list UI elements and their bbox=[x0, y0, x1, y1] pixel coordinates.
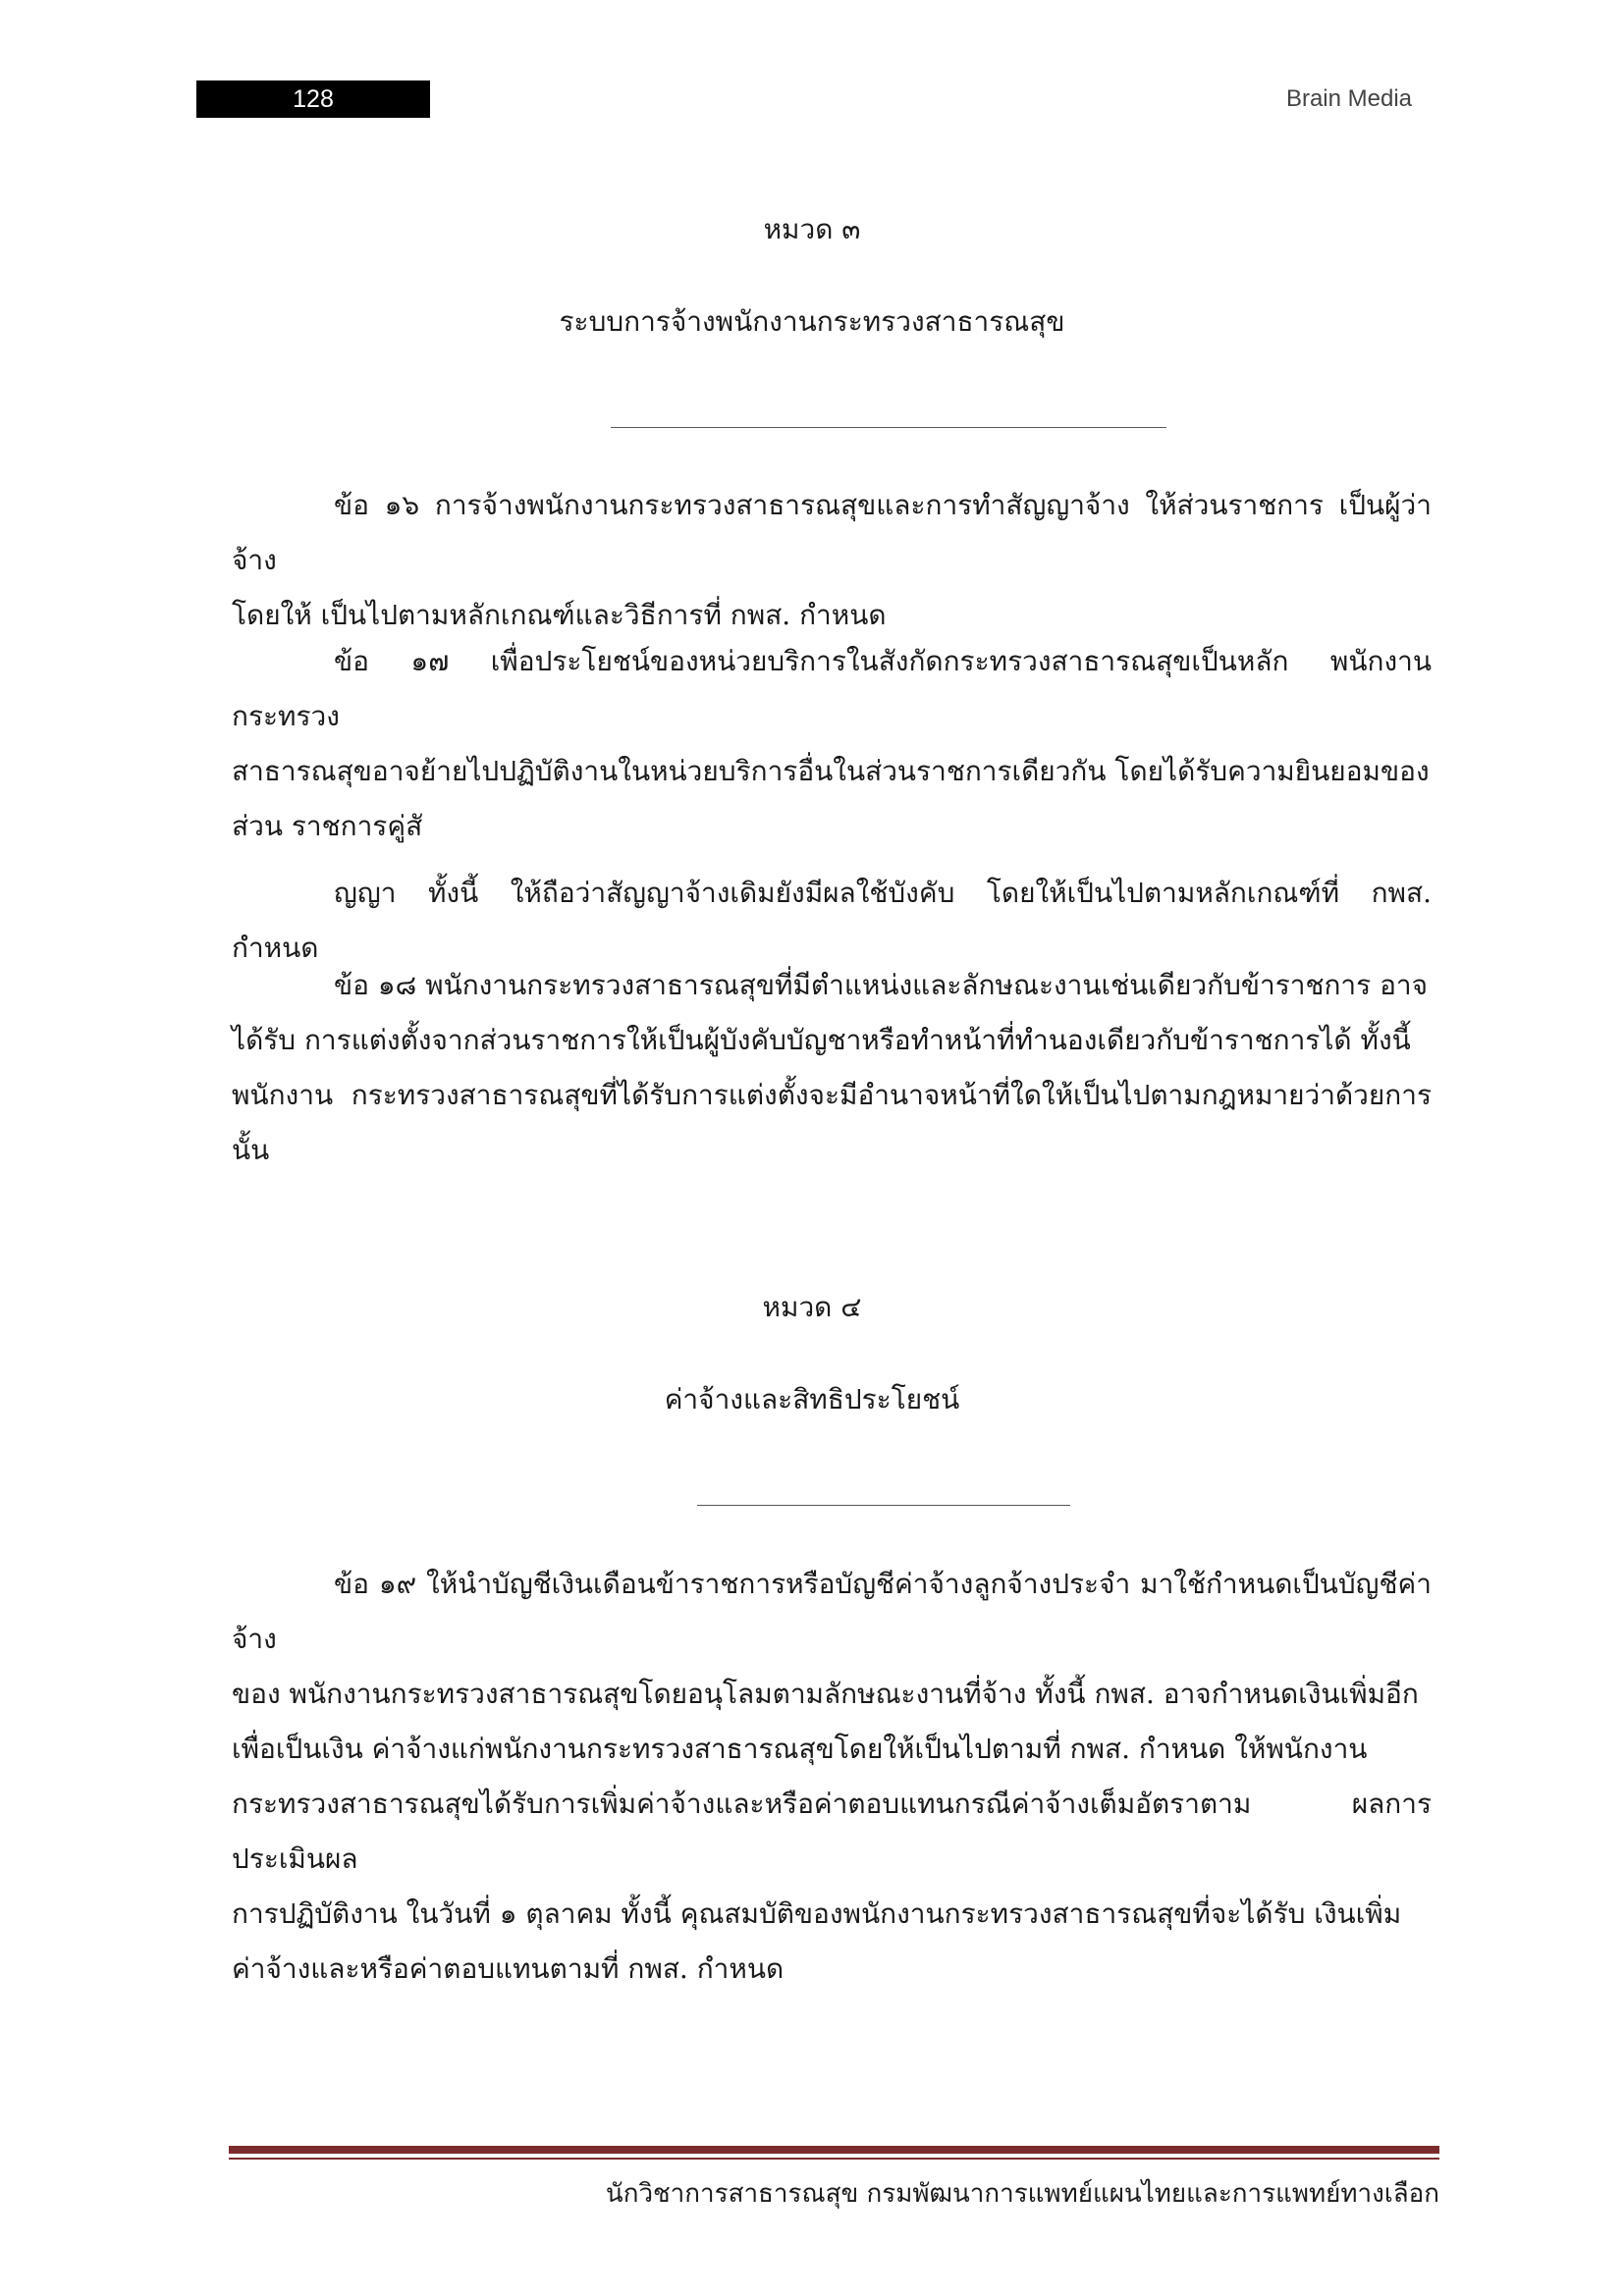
clause-17-line-1: ข้อ ๑๗ เพื่อประโยชน์ของหน่วยบริการในสังกัดกระทรวงสาธารณสุขเป็นหลัก พนักงานกระทรวง bbox=[232, 645, 1432, 732]
clause-19-line-2: ของ พนักงานกระทรวงสาธารณสุขโดยอนุโลมตามลักษณะงานที่จ้าง ทั้งนี้ กพส. อาจกำหนดเงินเพิ่มอีก bbox=[232, 1678, 1419, 1710]
clause-19-line-4: กระทรวงสาธารณสุขได้รับการเพิ่มค่าจ้างและหรือค่าตอบแทนกรณีค่าจ้างเต็มอัตราตาม ผลการประเมินผล bbox=[232, 1788, 1432, 1875]
clause-17-line-2: สาธารณสุขอาจย้ายไปปฏิบัติงานในหน่วยบริการอื่นในส่วนราชการเดียวกัน โดยได้รับความยินยอมของ bbox=[232, 755, 1430, 787]
chapter4-heading: หมวด ๔ bbox=[762, 1291, 862, 1323]
clause-19-line-5: การปฏิบัติงาน ในวันที่ ๑ ตุลาคม ทั้งนี้ คุณสมบัติของพนักงานกระทรวงสาธารณสุขที่จะได้รับ เงินเพิ่ม bbox=[232, 1897, 1402, 1930]
chapter4-divider bbox=[697, 1505, 1070, 1506]
clause-19-line-3: เพื่อเป็นเงิน ค่าจ้างแก่พนักงานกระทรวงสาธารณสุขโดยให้เป็นไปตามที่ กพส. กำหนด ให้พนักงาน bbox=[232, 1733, 1368, 1765]
clause-19 bbox=[232, 1557, 1432, 1997]
footer-rule-thick bbox=[229, 2146, 1439, 2154]
clause-16-line-1: ข้อ ๑๖ การจ้างพนักงานกระทรวงสาธารณสุขและการทำสัญญาจ้าง ให้ส่วนราชการ เป็นผู้ว่าจ้าง bbox=[232, 489, 1432, 576]
footer-text: นักวิชาการสาธารณสุข กรมพัฒนาการแพทย์แผนไทยและการแพทย์ทางเลือก bbox=[605, 2179, 1439, 2209]
chapter3-title: ระบบการจ้างพนักงานกระทรวงสาธารณสุข bbox=[559, 305, 1065, 338]
clause-19-line-6: ค่าจ้างและหรือค่าตอบแทนตามที่ กพส. กำหนด bbox=[232, 1952, 785, 1985]
clause-17-line-3: ส่วน ราชการคู่สั bbox=[232, 810, 423, 842]
clause-18 bbox=[232, 958, 1432, 1178]
clause-19-line-1: ข้อ ๑๙ ให้นำบัญชีเงินเดือนข้าราชการหรือบัญชีค่าจ้างลูกจ้างประจำ มาใช้กำหนดเป็นบัญชีค่าจ้าง bbox=[232, 1568, 1432, 1655]
header-brand: Brain Media bbox=[1285, 85, 1412, 112]
footer-rule-thin bbox=[229, 2158, 1439, 2160]
clause-17-continued-line-1: ญญา ทั้งนี้ ให้ถือว่าสัญญาจ้างเดิมยังมีผลใช้บังคับ โดยให้เป็นไปตามหลักเกณฑ์ที่ กพส. กำหนด bbox=[232, 877, 1432, 964]
chapter3-heading: หมวด ๓ bbox=[763, 213, 861, 245]
clause-18-line-3: พนักงาน กระทรวงสาธารณสุขที่ได้รับการแต่งตั้งจะมีอำนาจหน้าที่ใดให้เป็นไปตามกฎหมายว่าด้วยการนั้น bbox=[232, 1079, 1432, 1166]
clause-16-line-2: โดยให้ เป็นไปตามหลักเกณฑ์และวิธีการที่ กพส. กำหนด bbox=[232, 599, 887, 631]
clause-18-line-2: ได้รับ การแต่งตั้งจากส่วนราชการให้เป็นผู้บังคับบัญชาหรือทำหน้าที่ทำนองเดียวกับข้าราชการได้ ทั้งนี้ bbox=[232, 1024, 1411, 1056]
chapter4-title: ค่าจ้างและสิทธิประโยชน์ bbox=[664, 1383, 960, 1415]
clause-16 bbox=[232, 478, 1432, 643]
page-number: 128 bbox=[196, 80, 430, 118]
chapter3-divider bbox=[611, 427, 1166, 428]
clause-17 bbox=[232, 634, 1432, 854]
clause-18-line-1: ข้อ ๑๘ พนักงานกระทรวงสาธารณสุขที่มีตำแหน่งและลักษณะงานเช่นเดียวกับข้าราชการ อาจ bbox=[334, 969, 1429, 1001]
